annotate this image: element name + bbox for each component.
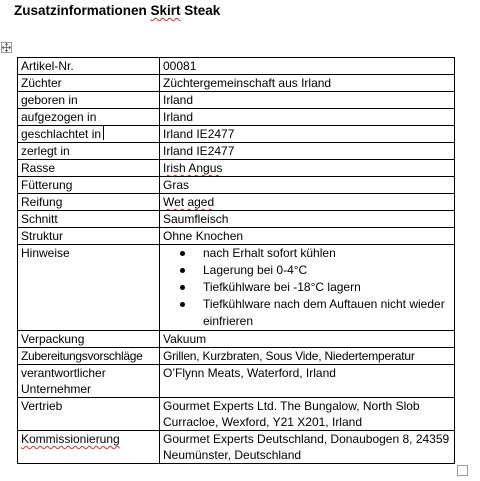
row-label[interactable]: Struktur xyxy=(18,228,160,245)
row-label[interactable]: verantwortlicher Unternehmer xyxy=(18,365,160,398)
table-row xyxy=(18,398,455,431)
row-value[interactable] xyxy=(160,160,455,177)
row-label[interactable]: Zubereitungsvorschläge xyxy=(18,348,160,365)
row-label[interactable]: Hinweise xyxy=(18,245,160,331)
row-value[interactable]: O’Flynn Meats, Waterford, Irland xyxy=(160,365,455,398)
row-label[interactable]: Reifung xyxy=(18,194,160,211)
row-label[interactable]: Artikel-Nr. xyxy=(18,58,160,75)
list-item: Tiefkühlware nach dem Auftauen nicht wieder einfrieren xyxy=(203,296,451,330)
table-row xyxy=(18,431,455,464)
row-value[interactable]: Gourmet Experts Deutschland, Donaubogen 8, 24359 Neumünster, Deutschland xyxy=(160,431,455,464)
table-row xyxy=(18,365,455,398)
row-value-bullets[interactable] xyxy=(160,245,455,331)
row-value[interactable]: Saumfleisch xyxy=(160,211,455,228)
title-prefix: Zusatzinformationen xyxy=(14,3,151,18)
table-row xyxy=(18,58,455,75)
document-title xyxy=(14,3,220,18)
info-table xyxy=(17,57,455,464)
text-cursor xyxy=(103,126,104,140)
row-label[interactable]: Verpackung xyxy=(18,331,160,348)
table-row xyxy=(18,92,455,109)
table-row xyxy=(18,245,455,331)
table-row xyxy=(18,211,455,228)
row-label-text: geschlachtet in xyxy=(21,127,102,141)
table-row xyxy=(18,126,455,143)
table-resize-handle-icon[interactable] xyxy=(457,465,468,476)
row-label[interactable]: Rasse xyxy=(18,160,160,177)
row-value[interactable]: Ohne Knochen xyxy=(160,228,455,245)
table-move-handle-icon[interactable] xyxy=(1,42,12,53)
table-row xyxy=(18,331,455,348)
row-value[interactable]: Vakuum xyxy=(160,331,455,348)
hinweise-list xyxy=(163,245,451,330)
table-row xyxy=(18,348,455,365)
table-row xyxy=(18,194,455,211)
row-value[interactable]: 00081 xyxy=(160,58,455,75)
row-value[interactable]: Gras xyxy=(160,177,455,194)
reifung-value: Wet aged xyxy=(163,195,215,209)
row-value[interactable]: Gourmet Experts Ltd. The Bungalow, North Slob Curracloe, Wexford, Y21 X201, Irland xyxy=(160,398,455,431)
row-label[interactable] xyxy=(18,431,160,464)
kommissionierung-label: Kommissionierung xyxy=(21,432,120,446)
table-row xyxy=(18,228,455,245)
row-label[interactable]: zerlegt in xyxy=(18,143,160,160)
table-row xyxy=(18,143,455,160)
row-value[interactable] xyxy=(160,194,455,211)
row-value[interactable]: Irland xyxy=(160,109,455,126)
table-row xyxy=(18,75,455,92)
row-label[interactable]: geboren in xyxy=(18,92,160,109)
row-label[interactable] xyxy=(18,126,160,143)
title-word-steak: Steak xyxy=(180,3,221,18)
row-label[interactable]: Fütterung xyxy=(18,177,160,194)
table-row xyxy=(18,160,455,177)
row-label[interactable]: aufgezogen in xyxy=(18,109,160,126)
list-item: Lagerung bei 0-4°C xyxy=(203,262,451,279)
list-item: Tiefkühlware bei -18°C lagern xyxy=(203,279,451,296)
row-value[interactable]: Züchtergemeinschaft aus Irland xyxy=(160,75,455,92)
row-label[interactable]: Züchter xyxy=(18,75,160,92)
row-value[interactable]: Irland IE2477 xyxy=(160,143,455,160)
rasse-value: Irish Angus xyxy=(163,161,223,175)
list-item: nach Erhalt sofort kühlen xyxy=(203,245,451,262)
row-value[interactable]: Grillen, Kurzbraten, Sous Vide, Niedertemperatur xyxy=(160,348,455,365)
row-value[interactable]: Irland xyxy=(160,92,455,109)
title-word-skirt: Skirt xyxy=(150,3,181,18)
row-label[interactable]: Vertrieb xyxy=(18,398,160,431)
table-row xyxy=(18,109,455,126)
row-label[interactable]: Schnitt xyxy=(18,211,160,228)
table-row xyxy=(18,177,455,194)
row-value[interactable]: Irland IE2477 xyxy=(160,126,455,143)
